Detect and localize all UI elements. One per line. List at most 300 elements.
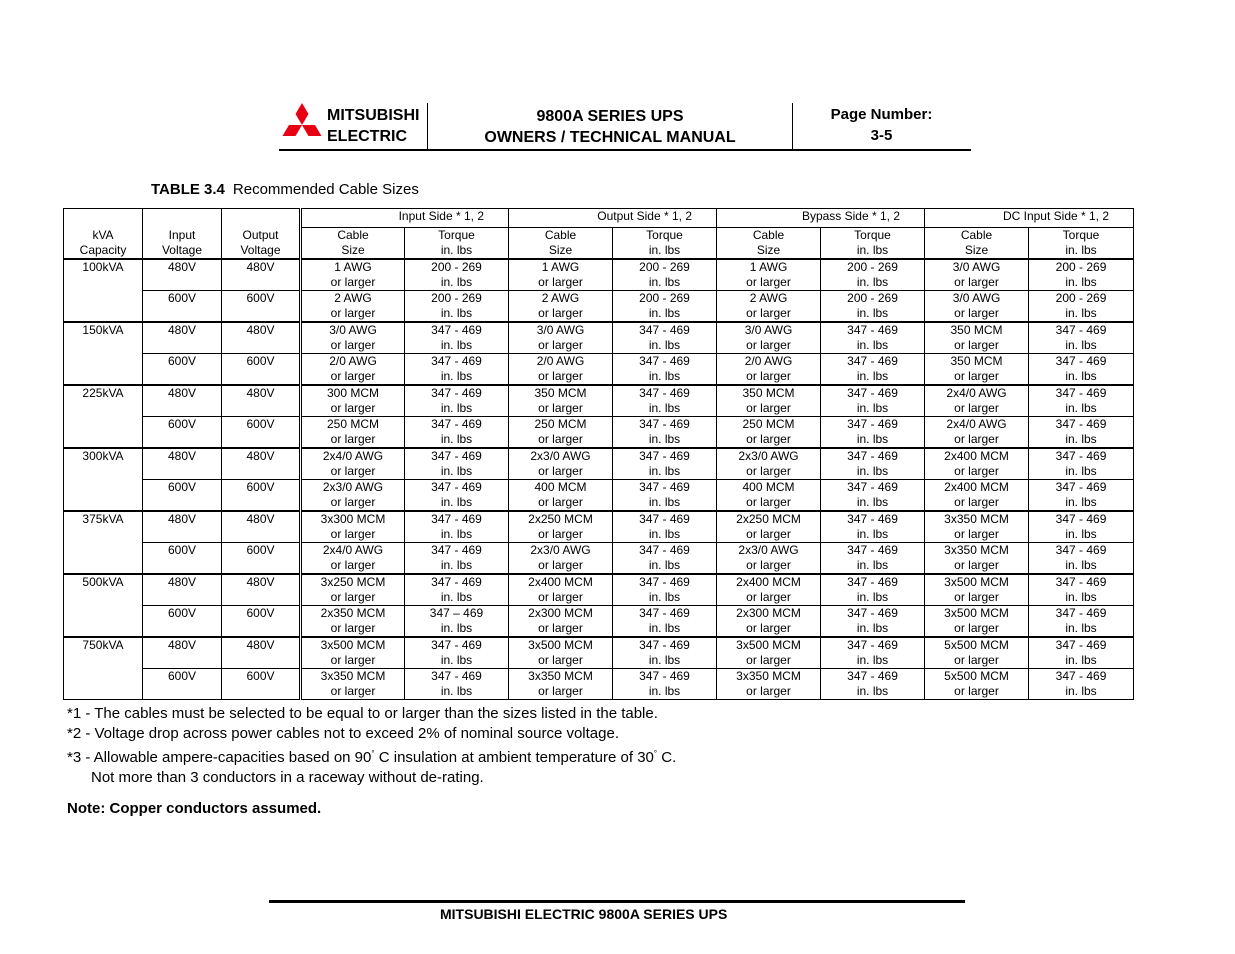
- cell-line: 347 – 469: [429, 606, 484, 620]
- cell-line: in. lbs: [648, 306, 681, 320]
- cell-line: in. lbs: [648, 653, 681, 667]
- cable-size-cell: [509, 543, 613, 575]
- output-voltage-cell: 480V: [222, 574, 301, 606]
- cell-line: in. lbs: [648, 369, 681, 383]
- cell-line: 3x500 MCM: [320, 638, 386, 652]
- input-voltage-cell: 480V: [143, 637, 222, 669]
- cell-line: 347 - 469: [847, 417, 898, 431]
- torque-cell: [1029, 669, 1134, 700]
- header-rule: [279, 149, 971, 151]
- cell-line: or larger: [746, 495, 791, 509]
- torque-cell: [821, 669, 925, 700]
- table-caption-label: TABLE 3.4: [151, 181, 225, 198]
- cell-line: 3x250 MCM: [320, 575, 386, 589]
- cell-line: in. lbs: [648, 558, 681, 572]
- torque-cell: [613, 448, 717, 480]
- group-header-output-side: Output Side * 1, 2: [509, 209, 717, 228]
- cell-line: 2x300 MCM: [528, 606, 593, 620]
- cell-line: or larger: [954, 401, 999, 415]
- cell-line: in. lbs: [440, 369, 473, 383]
- output-voltage-cell: 480V: [222, 448, 301, 480]
- cell-line: in. lbs: [648, 464, 681, 478]
- cell-line: or larger: [954, 590, 999, 604]
- cable-size-cell: [925, 574, 1029, 606]
- cell-line: in. lbs: [440, 495, 473, 509]
- header-text: Voltage: [240, 242, 281, 257]
- footnote-3-part-2: C insulation at ambient temperature of 30: [374, 749, 654, 766]
- torque-cell: [405, 574, 509, 606]
- footnote-3-part-3: C.: [657, 749, 677, 766]
- footer-rule: [269, 900, 965, 903]
- cell-line: in. lbs: [648, 432, 681, 446]
- input-voltage-cell: 600V: [143, 606, 222, 638]
- torque-cell: [405, 637, 509, 669]
- cell-line: 347 - 469: [847, 669, 898, 683]
- header-torque: [1029, 228, 1134, 260]
- cable-size-cell: [717, 448, 821, 480]
- header-text: Voltage: [161, 242, 203, 257]
- header-text: in. lbs: [440, 243, 473, 257]
- cell-line: 347 - 469: [639, 575, 690, 589]
- cable-size-cell: [925, 322, 1029, 354]
- cell-line: or larger: [330, 369, 376, 383]
- cell-line: 347 - 469: [1055, 669, 1107, 683]
- header-torque: [405, 228, 509, 260]
- input-voltage-cell: 600V: [143, 669, 222, 700]
- cell-line: in. lbs: [1065, 495, 1097, 509]
- cell-line: 350 MCM: [742, 386, 795, 400]
- input-voltage-cell: 480V: [143, 322, 222, 354]
- cell-line: in. lbs: [1065, 464, 1097, 478]
- cell-line: or larger: [954, 275, 999, 289]
- torque-cell: [1029, 385, 1134, 417]
- cell-line: 347 - 469: [431, 575, 482, 589]
- cell-line: or larger: [954, 684, 999, 698]
- cell-line: or larger: [538, 401, 583, 415]
- cell-line: 2x250 MCM: [736, 512, 801, 526]
- header-text: Input: [168, 227, 196, 242]
- cell-line: 347 - 469: [1055, 606, 1107, 620]
- torque-cell: [821, 637, 925, 669]
- cell-line: 2x3/0 AWG: [738, 543, 799, 557]
- group-header-input-side: Input Side * 1, 2: [301, 209, 509, 228]
- torque-cell: [613, 480, 717, 512]
- cable-size-cell: [301, 480, 405, 512]
- cell-line: or larger: [330, 684, 376, 698]
- torque-cell: [405, 448, 509, 480]
- cell-line: 250 MCM: [742, 417, 795, 431]
- header-text: Torque: [438, 228, 475, 242]
- input-voltage-cell: 600V: [143, 291, 222, 323]
- cell-line: 2/0 AWG: [329, 354, 377, 368]
- header-cable-size: [717, 228, 821, 260]
- output-voltage-cell: 600V: [222, 606, 301, 638]
- header-text: Cable: [752, 228, 785, 242]
- page-header: [279, 103, 971, 150]
- cell-line: or larger: [954, 495, 999, 509]
- cell-line: 2/0 AWG: [536, 354, 585, 368]
- cell-line: or larger: [330, 401, 376, 415]
- cell-line: in. lbs: [1065, 527, 1097, 541]
- cell-line: in. lbs: [856, 401, 889, 415]
- torque-cell: [1029, 480, 1134, 512]
- table-row: [64, 417, 1134, 449]
- cell-line: in. lbs: [856, 306, 889, 320]
- cable-size-cell: [301, 259, 405, 291]
- header-torque: [613, 228, 717, 260]
- footnote-3-part-1: *3 - Allowable ampere-capacities based on 90: [67, 749, 372, 766]
- cell-line: or larger: [538, 275, 583, 289]
- cell-line: 347 - 469: [847, 449, 898, 463]
- cell-line: in. lbs: [856, 275, 889, 289]
- cell-line: 200 - 269: [431, 260, 482, 274]
- torque-cell: [1029, 259, 1134, 291]
- header-text: Cable: [544, 228, 577, 242]
- table-row: [64, 322, 1134, 354]
- cable-size-cell: [717, 669, 821, 700]
- cell-line: 250 MCM: [534, 417, 587, 431]
- cell-line: or larger: [538, 338, 583, 352]
- cell-line: 347 - 469: [1055, 354, 1107, 368]
- cell-line: 3x500 MCM: [736, 638, 801, 652]
- table-caption: [151, 181, 419, 199]
- cell-line: in. lbs: [856, 464, 889, 478]
- cell-line: 400 MCM: [534, 480, 587, 494]
- cable-size-cell: [301, 669, 405, 700]
- cell-line: or larger: [538, 527, 583, 541]
- cell-line: 3x350 MCM: [944, 512, 1009, 526]
- cell-line: 2x300 MCM: [736, 606, 801, 620]
- cell-line: 347 - 469: [639, 480, 690, 494]
- torque-cell: [1029, 511, 1134, 543]
- cable-size-cell: [717, 511, 821, 543]
- header-output-voltage: [222, 228, 301, 260]
- cell-line: 200 - 269: [1055, 291, 1107, 305]
- cell-line: 347 - 469: [431, 512, 482, 526]
- torque-cell: [1029, 322, 1134, 354]
- input-voltage-cell: 600V: [143, 417, 222, 449]
- cell-line: 5x500 MCM: [944, 669, 1009, 683]
- cell-line: 3x350 MCM: [944, 543, 1009, 557]
- cell-line: or larger: [746, 338, 791, 352]
- cell-line: in. lbs: [648, 621, 681, 635]
- cell-line: 3x350 MCM: [736, 669, 801, 683]
- cell-line: 200 - 269: [639, 291, 690, 305]
- cell-line: 200 - 269: [847, 260, 898, 274]
- torque-cell: [821, 448, 925, 480]
- header-text: Torque: [854, 228, 891, 242]
- cell-line: or larger: [538, 653, 583, 667]
- cell-line: 3x350 MCM: [528, 669, 593, 683]
- cell-line: in. lbs: [1065, 401, 1097, 415]
- cell-line: 347 - 469: [847, 480, 898, 494]
- torque-cell: [405, 669, 509, 700]
- cell-line: 347 - 469: [639, 417, 690, 431]
- torque-cell: [405, 259, 509, 291]
- kva-capacity-cell: 300kVA: [64, 448, 143, 511]
- cell-line: 347 - 469: [431, 638, 482, 652]
- cell-line: or larger: [746, 684, 791, 698]
- cable-size-cell: [925, 385, 1029, 417]
- cable-size-cell: [509, 259, 613, 291]
- manual-title-line-2: OWNERS / TECHNICAL MANUAL: [484, 129, 736, 146]
- cell-line: or larger: [538, 369, 583, 383]
- cell-line: 347 - 469: [1055, 480, 1107, 494]
- cable-size-cell: [717, 574, 821, 606]
- torque-cell: [821, 543, 925, 575]
- cell-line: 347 - 469: [1055, 449, 1107, 463]
- group-header-bypass-side: Bypass Side * 1, 2: [717, 209, 925, 228]
- cell-line: 347 - 469: [431, 323, 482, 337]
- kva-capacity-cell: 500kVA: [64, 574, 143, 637]
- kva-capacity-cell: 150kVA: [64, 322, 143, 385]
- table-group-header-row: [64, 209, 1134, 228]
- cell-line: 2 AWG: [334, 291, 372, 305]
- footnote-1: *1 - The cables must be selected to be equal to or larger than the sizes listed in the table.: [67, 705, 658, 722]
- header-text: Cable: [960, 228, 993, 242]
- cell-line: 347 - 469: [639, 449, 690, 463]
- cell-line: 3x500 MCM: [944, 575, 1009, 589]
- table-row: [64, 574, 1134, 606]
- torque-cell: [613, 259, 717, 291]
- cell-line: in. lbs: [440, 558, 473, 572]
- cable-size-cell: [925, 291, 1029, 323]
- cable-size-cell: [509, 574, 613, 606]
- output-voltage-cell: 600V: [222, 669, 301, 700]
- cell-line: 2x400 MCM: [528, 575, 593, 589]
- manual-title-line-1: 9800A SERIES UPS: [536, 108, 684, 125]
- cell-line: in. lbs: [440, 527, 473, 541]
- cell-line: or larger: [330, 432, 376, 446]
- header-text: in. lbs: [648, 243, 681, 257]
- cell-line: in. lbs: [1065, 432, 1097, 446]
- header-divider: [427, 103, 428, 149]
- cell-line: or larger: [746, 464, 791, 478]
- cell-line: 347 - 469: [847, 323, 898, 337]
- cell-line: 350 MCM: [950, 323, 1003, 337]
- cable-size-cell: [301, 385, 405, 417]
- torque-cell: [1029, 543, 1134, 575]
- cell-line: 5x500 MCM: [944, 638, 1009, 652]
- cell-line: or larger: [746, 653, 791, 667]
- brand-name: [327, 105, 419, 147]
- output-voltage-cell: 600V: [222, 291, 301, 323]
- cable-size-cell: [925, 637, 1029, 669]
- table-row: [64, 511, 1134, 543]
- cable-size-cell: [509, 417, 613, 449]
- cell-line: or larger: [330, 338, 376, 352]
- cable-size-cell: [301, 448, 405, 480]
- cable-size-cell: [717, 291, 821, 323]
- cell-line: or larger: [746, 401, 791, 415]
- cell-line: or larger: [954, 527, 999, 541]
- cell-line: 347 - 469: [639, 354, 690, 368]
- cell-line: 347 - 469: [1055, 638, 1107, 652]
- cell-line: or larger: [746, 369, 791, 383]
- cell-line: or larger: [330, 464, 376, 478]
- torque-cell: [613, 637, 717, 669]
- input-voltage-cell: 600V: [143, 480, 222, 512]
- cell-line: in. lbs: [648, 684, 681, 698]
- cell-line: 347 - 469: [1055, 512, 1107, 526]
- cell-line: 350 MCM: [534, 386, 587, 400]
- header-cable-size: [925, 228, 1029, 260]
- table-row: [64, 480, 1134, 512]
- cell-line: in. lbs: [1065, 684, 1097, 698]
- output-voltage-cell: 480V: [222, 637, 301, 669]
- cell-line: or larger: [538, 558, 583, 572]
- footnote-2: *2 - Voltage drop across power cables not to exceed 2% of nominal source voltage.: [67, 725, 619, 742]
- cable-size-cell: [301, 637, 405, 669]
- cell-line: or larger: [954, 306, 999, 320]
- input-voltage-cell: 600V: [143, 543, 222, 575]
- cell-line: 200 - 269: [1055, 260, 1107, 274]
- torque-cell: [821, 417, 925, 449]
- header-cable-size: [509, 228, 613, 260]
- header-text: Size: [548, 243, 573, 257]
- cell-line: or larger: [954, 338, 999, 352]
- cell-line: in. lbs: [440, 401, 473, 415]
- torque-cell: [821, 385, 925, 417]
- table-caption-text: Recommended Cable Sizes: [232, 181, 419, 198]
- output-voltage-cell: 600V: [222, 543, 301, 575]
- cell-line: 347 - 469: [847, 386, 898, 400]
- cell-line: or larger: [538, 590, 583, 604]
- cell-line: in. lbs: [1065, 338, 1097, 352]
- cell-line: or larger: [954, 369, 999, 383]
- cell-line: or larger: [746, 621, 791, 635]
- cell-line: in. lbs: [440, 590, 473, 604]
- cell-line: in. lbs: [856, 621, 889, 635]
- cell-line: in. lbs: [856, 527, 889, 541]
- cell-line: 3x350 MCM: [320, 669, 386, 683]
- cell-line: in. lbs: [648, 338, 681, 352]
- input-voltage-cell: 480V: [143, 511, 222, 543]
- torque-cell: [405, 511, 509, 543]
- input-voltage-cell: 600V: [143, 354, 222, 386]
- header-text: kVA: [92, 227, 114, 242]
- cell-line: in. lbs: [648, 527, 681, 541]
- cell-line: 347 - 469: [1055, 417, 1107, 431]
- table-row: [64, 259, 1134, 291]
- output-voltage-cell: 600V: [222, 480, 301, 512]
- brand-line-2: ELECTRIC: [327, 128, 407, 145]
- cable-size-cell: [301, 543, 405, 575]
- cell-line: 200 - 269: [639, 260, 690, 274]
- cell-line: 347 - 469: [639, 323, 690, 337]
- cell-line: or larger: [746, 432, 791, 446]
- input-voltage-cell: 480V: [143, 259, 222, 291]
- cell-line: in. lbs: [440, 306, 473, 320]
- cell-line: 3/0 AWG: [744, 323, 793, 337]
- cable-size-cell: [509, 511, 613, 543]
- cable-size-cell: [509, 637, 613, 669]
- cell-line: 347 - 469: [1055, 323, 1107, 337]
- cable-size-cell: [509, 606, 613, 638]
- cell-line: or larger: [746, 558, 791, 572]
- cell-line: 347 - 469: [847, 543, 898, 557]
- header-kva-capacity: [64, 228, 143, 260]
- header-torque: [821, 228, 925, 260]
- cell-line: 1 AWG: [749, 260, 788, 274]
- kva-capacity-cell: 225kVA: [64, 385, 143, 448]
- copper-note: Note: Copper conductors assumed.: [67, 800, 322, 817]
- cable-size-cell: [301, 354, 405, 386]
- footnotes: [67, 704, 676, 788]
- cell-line: or larger: [538, 464, 583, 478]
- cable-size-cell: [925, 543, 1029, 575]
- cell-line: in. lbs: [440, 653, 473, 667]
- cell-line: or larger: [330, 558, 376, 572]
- cell-line: 347 - 469: [847, 575, 898, 589]
- cell-line: 3x300 MCM: [320, 512, 386, 526]
- cable-size-cell: [509, 291, 613, 323]
- cell-line: 347 - 469: [431, 386, 482, 400]
- cell-line: 347 - 469: [1055, 543, 1107, 557]
- cell-line: in. lbs: [856, 558, 889, 572]
- cell-line: 2x3/0 AWG: [322, 480, 384, 494]
- cell-line: 2 AWG: [541, 291, 580, 305]
- cell-line: 3/0 AWG: [952, 260, 1001, 274]
- cell-line: in. lbs: [856, 653, 889, 667]
- table-row: [64, 606, 1134, 638]
- torque-cell: [821, 606, 925, 638]
- torque-cell: [405, 354, 509, 386]
- cell-line: 2x400 MCM: [944, 449, 1009, 463]
- cell-line: or larger: [538, 432, 583, 446]
- table-row: [64, 291, 1134, 323]
- cable-size-cell: [925, 480, 1029, 512]
- cell-line: 347 - 469: [639, 606, 690, 620]
- cell-line: 347 - 469: [639, 386, 690, 400]
- cell-line: 347 - 469: [847, 354, 898, 368]
- input-voltage-cell: 480V: [143, 385, 222, 417]
- cable-size-cell: [717, 322, 821, 354]
- cell-line: or larger: [330, 527, 376, 541]
- cable-size-cell: [717, 354, 821, 386]
- cell-line: 3x500 MCM: [528, 638, 593, 652]
- cell-line: in. lbs: [1065, 590, 1097, 604]
- cell-line: 2x4/0 AWG: [946, 386, 1007, 400]
- blank-header-cell: [222, 209, 301, 228]
- cell-line: 2x4/0 AWG: [322, 543, 384, 557]
- kva-capacity-cell: 375kVA: [64, 511, 143, 574]
- cell-line: in. lbs: [1065, 275, 1097, 289]
- cell-line: 200 - 269: [847, 291, 898, 305]
- torque-cell: [1029, 637, 1134, 669]
- torque-cell: [613, 417, 717, 449]
- cell-line: or larger: [746, 306, 791, 320]
- cell-line: or larger: [330, 590, 376, 604]
- cell-line: in. lbs: [440, 275, 473, 289]
- cable-size-cell: [509, 354, 613, 386]
- cell-line: 347 - 469: [431, 543, 482, 557]
- cell-line: or larger: [954, 621, 999, 635]
- cell-line: 350 MCM: [950, 354, 1003, 368]
- torque-cell: [1029, 448, 1134, 480]
- cable-size-cell: [509, 322, 613, 354]
- page-footer: MITSUBISHI ELECTRIC 9800A SERIES UPS: [440, 906, 728, 922]
- cable-size-cell: [925, 259, 1029, 291]
- cell-line: 3/0 AWG: [536, 323, 585, 337]
- torque-cell: [405, 385, 509, 417]
- cell-line: 1 AWG: [334, 260, 372, 274]
- cell-line: in. lbs: [648, 275, 681, 289]
- torque-cell: [821, 354, 925, 386]
- cell-line: 2x3/0 AWG: [738, 449, 799, 463]
- torque-cell: [613, 354, 717, 386]
- cell-line: in. lbs: [1065, 621, 1097, 635]
